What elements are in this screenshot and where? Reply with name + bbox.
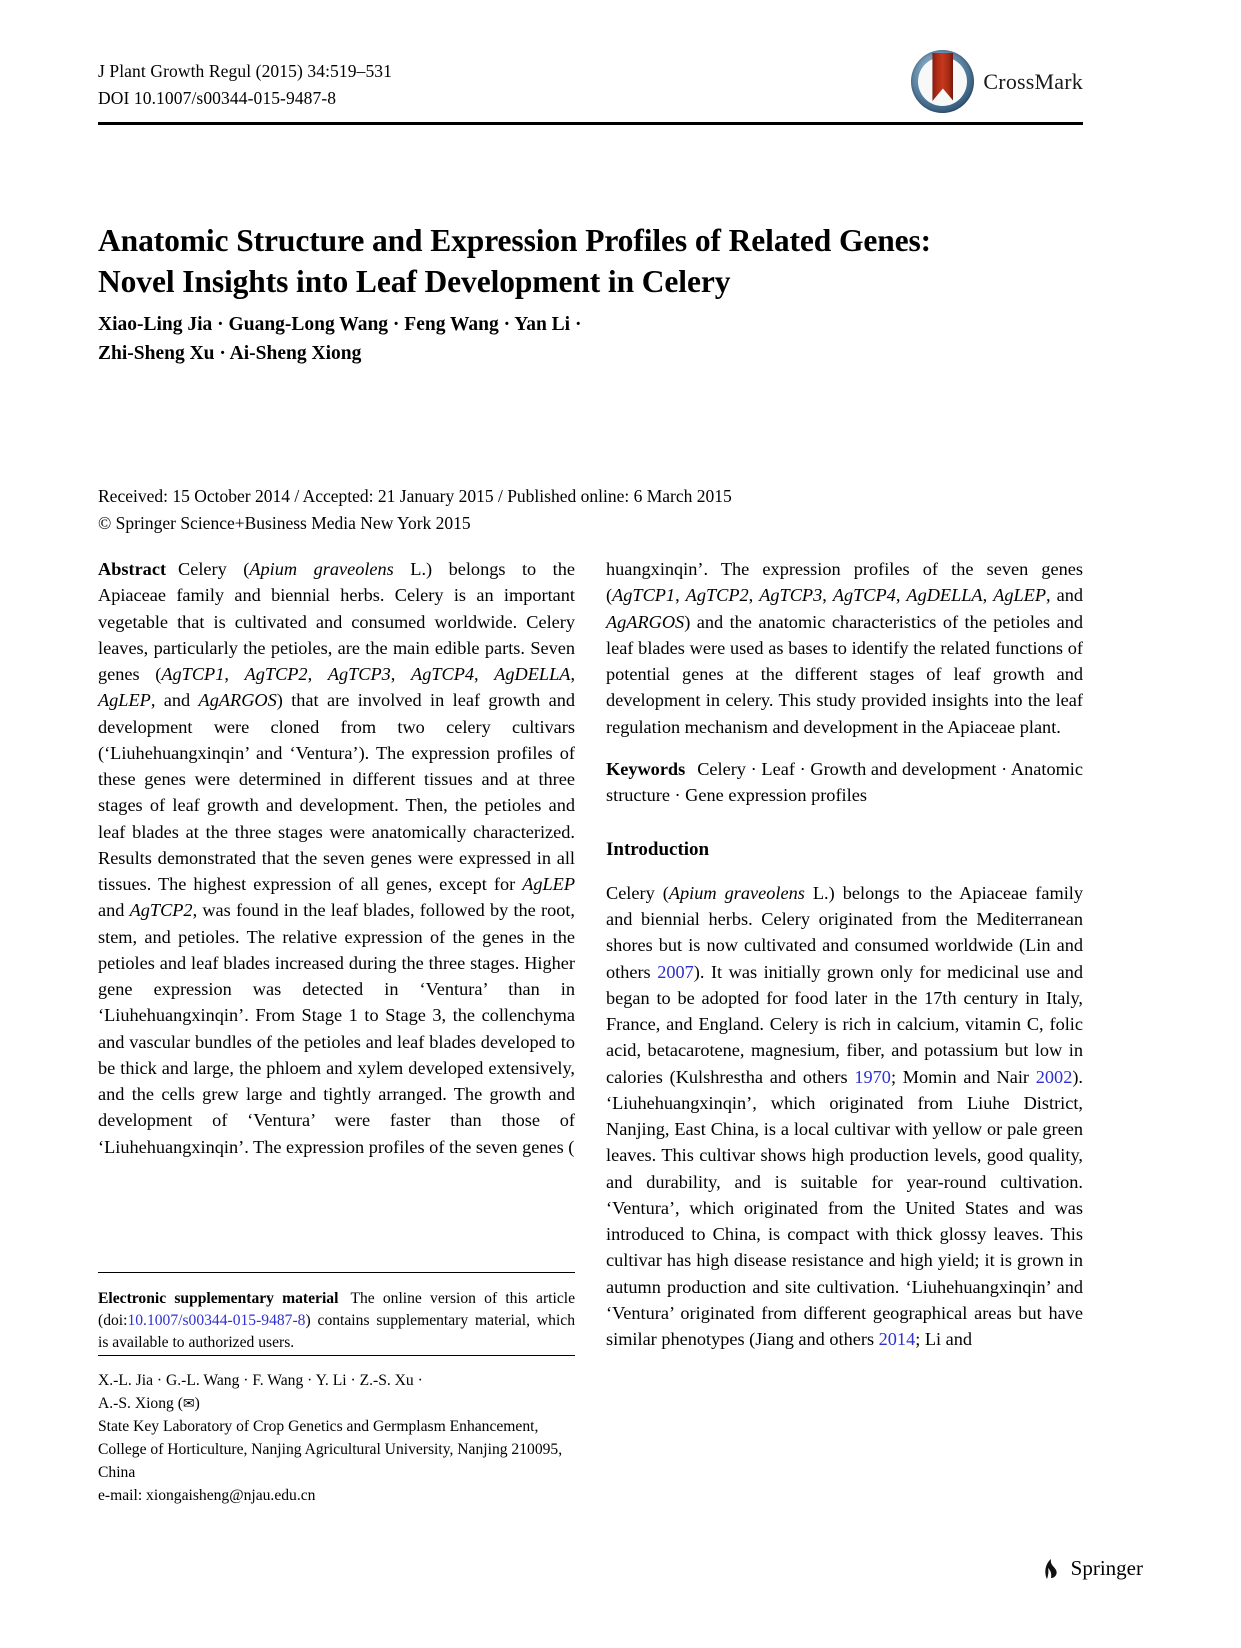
intro-seg-1: Celery ( bbox=[606, 882, 669, 903]
journal-citation-line: J Plant Growth Regul (2015) 34:519–531 bbox=[98, 61, 392, 81]
species-name-intro: Apium graveolens bbox=[668, 882, 805, 903]
gene-agdella: AgDELLA bbox=[494, 664, 571, 684]
abstract-text-f: huangxinqin’. The expression profiles of the seven genes ( bbox=[606, 559, 1083, 606]
gene-agargos: AgARGOS bbox=[198, 690, 277, 711]
received-accepted-line: Received: 15 October 2014 / Accepted: 21 January 2015 / Published online: 6 March 2015 bbox=[98, 486, 732, 506]
abstract-paragraph: Abstract Celery (Apium graveolens L.) belongs to the Apiaceae family and biennial herbs. Celery is an important vegetable that is cultivated and consumed worldwide. Celery leaves, particularly the petioles, are the main edible parts. Seven genes (AgTCP1, AgTCP2, AgTCP3, AgTCP4, AgDELLA, AgLEP, and AgARGOS) that are involved in leaf growth and development were cloned from two celery cultivars (‘Liuhehuangxinqin’ and ‘Ventura’). The expression profiles of these genes were determined in different tissues and at three stages of leaf growth and development. Then, the petioles and leaf blades at the three stages were anatomically characterized. Results demonstrated that the seven genes were expressed in all tissues. The highest expression of all genes, except for AgLEP and AgTCP2, was found in the leaf blades, followed by the root, stem, and petioles. The relative expression of the genes in the petioles and leaf blades increased during the three stages. Higher gene expression was detected in ‘Ventura’ than in ‘Liuhehuangxinqin’. From Stage 1 to Stage 3, the collenchyma and vascular bundles of the petioles and leaf blades developed to be thick and large, the phloem and xylem developed extensively, and the cells grew large and tightly arranged. The growth and development of ‘Ventura’ were faster than those of ‘Liuhehuangxinqin’. The expression profiles of the seven genes ( bbox=[98, 559, 576, 1157]
abstract-text-tail: ) and the anatomic characteristics of the petioles and leaf blades were used as bases to identify the related functions of potential genes at the different stages of leaf growth and development in celery. This study provided insights into the leaf regulation mechanism and development in the Apiaceae plant. bbox=[606, 611, 1083, 737]
keywords-label: Keywords bbox=[606, 758, 686, 779]
springer-footer-logo bbox=[1043, 1556, 1143, 1581]
gene-agtcp3: AgTCP3 bbox=[327, 664, 391, 684]
abstract-label: Abstract bbox=[98, 559, 167, 579]
intro-seg-5: ). ‘Liuhehuangxinqin’, which originated from Liuhe District, Nanjing, East China, is a local cultivar with yellow or pale green leaves. This cultivar shows high production levels, good quality, and durability, and is suitable for year-round cultivation. ‘Ventura’, which originated from the United States and was introduced to China, is compact with thick glossy leaves. This cultivar has high disease resistance and high yield; it is grown in autumn production and site cultivation. ‘Liuhehuangxinqin’ and ‘Ventura’ originated from different geographical areas but have similar phenotypes (Jiang and others bbox=[606, 1066, 1083, 1350]
corresponding-author: A.-S. Xiong ( bbox=[98, 1394, 183, 1412]
springer-label: Springer bbox=[1070, 1556, 1143, 1580]
abstract-continuation: huangxinqin’. The expression profiles of the seven genes (AgTCP1, AgTCP2, AgTCP3, AgTCP4, AgDELLA, AgLEP, and AgARGOS) and the anatomic characteristics of the petioles and leaf blades were used as bases to identify the related functions of potential genes at the different stages of leaf growth and development in celery. This study provided insights into the leaf regulation mechanism and development in the Apiaceae plant. bbox=[606, 559, 1083, 737]
footnote-divider bbox=[98, 1272, 575, 1273]
affiliation-email[interactable]: e-mail: xiongaisheng@njau.edu.cn bbox=[98, 1486, 316, 1504]
gene-agargos-r: AgARGOS bbox=[606, 611, 685, 632]
publication-dates bbox=[98, 483, 798, 536]
gene-aglep-r: AgLEP bbox=[993, 585, 1046, 606]
abstract-text-e: , was found in the leaf blades, followed by the root, stem, and petioles. The relative expression of the genes in the petioles and leaf blades increased during the three stages. Higher gene expression was detected in ‘Ventura’ than in ‘Liuhehuangxinqin’. From Stage 1 to Stage 3, the collenchyma and vascular bundles of the petioles and leaf blades developed to be thick and large, the phloem and xylem developed extensively, and the cells grew large and tightly arranged. The growth and development of ‘Ventura’ were faster than those of ‘Liuhehuangxinqin’. The expression profiles of the seven genes ( bbox=[98, 900, 575, 1157]
page-title: Anatomic Structure and Expression Profiles of Related Genes: Novel Insights into Leaf Development in Celery bbox=[98, 223, 932, 300]
corresponding-author-close: ) bbox=[194, 1394, 200, 1412]
gene-agtcp2-r: AgTCP2 bbox=[685, 585, 749, 606]
copyright-line: © Springer Science+Business Media New York 2015 bbox=[98, 512, 471, 533]
intro-seg-3: ). It was initially grown only for medicinal use and began to be adopted for food later in the 17th century in Italy, France, and England. Celery is rich in calcium, vitamin C, folic acid, betacarotene, magnesium, fiber, and potassium but low in calories (Kulshrestha and others bbox=[606, 961, 1083, 1087]
intro-seg-2: L.) belongs to the Apiaceae family and biennial herbs. Celery originated from the Mediterranean shores but is now cultivated and consumed worldwide (Lin and others bbox=[606, 882, 1084, 982]
abstract-text-c: ) that are involved in leaf growth and development were cloned from two celery cultivars (‘Liuhehuangxinqin’ and ‘Ventura’). The expression profiles of these genes were determined in different tissues and at three stages of leaf growth and development. Then, the petioles and leaf blades at the three stages were anatomically characterized. Results demonstrated that the seven genes were expressed in all tissues. The highest expression of all genes, except for bbox=[98, 690, 575, 894]
species-name: Apium graveolens bbox=[249, 559, 394, 579]
journal-reference bbox=[98, 58, 392, 112]
gene-agdella-r: AgDELLA bbox=[906, 585, 983, 606]
affiliation-authors-line2 bbox=[98, 1393, 575, 1416]
affiliation-divider bbox=[98, 1355, 575, 1356]
author-list: Xiao-Ling Jia · Guang-Long Wang · Feng Wang · Yan Li · Zhi-Sheng Xu · Ai-Sheng Xiong bbox=[98, 314, 582, 365]
gene-agtcp2: AgTCP2 bbox=[244, 664, 308, 684]
envelope-icon: ✉ bbox=[182, 1396, 195, 1412]
crossmark-icon bbox=[911, 50, 974, 113]
doi-line: DOI 10.1007/s00344-015-9487-8 bbox=[98, 88, 337, 109]
citation-link-2007[interactable]: 2007 bbox=[657, 961, 694, 982]
gene-agtcp2-2: AgTCP2 bbox=[129, 900, 193, 921]
column-right bbox=[606, 556, 1083, 1352]
citation-link-2014[interactable]: 2014 bbox=[878, 1329, 916, 1350]
gene-agtcp1: AgTCP1 bbox=[161, 664, 225, 684]
page-header bbox=[98, 58, 1083, 113]
citation-link-1970[interactable]: 1970 bbox=[854, 1066, 891, 1087]
column-left bbox=[98, 556, 575, 1176]
affiliation-authors-line1: X.-L. Jia · G.-L. Wang · F. Wang · Y. Li · Z.-S. Xu · bbox=[98, 1372, 423, 1389]
springer-logo-icon bbox=[1043, 1557, 1064, 1581]
introduction-paragraph bbox=[606, 880, 1083, 1353]
intro-seg-6: ; Li and bbox=[915, 1329, 973, 1350]
intro-seg-4: ; Momin and Nair bbox=[890, 1066, 1036, 1087]
doi-link[interactable]: 10.1007/s00344-015-9487-8 bbox=[127, 1312, 306, 1330]
section-heading-introduction: Introduction bbox=[606, 839, 710, 861]
abstract-text-b: L.) belongs to the Apiaceae family and biennial herbs. Celery is an important vegetable that is cultivated and consumed worldwide. Celery leaves, particularly the petioles, are the main edible parts. Seven genes ( bbox=[98, 559, 575, 684]
affiliation-address: State Key Laboratory of Crop Genetics and Germplasm Enhancement, College of Horticulture, Nanjing Agricultural University, Nanjing 210095, China bbox=[98, 1417, 563, 1481]
gene-agtcp3-r: AgTCP3 bbox=[759, 585, 823, 606]
electronic-supplementary-note bbox=[98, 1288, 575, 1354]
abstract-text-d: and bbox=[98, 900, 130, 921]
author-affiliation bbox=[98, 1370, 575, 1508]
crossmark-ribbon-icon bbox=[932, 53, 953, 101]
keywords-paragraph bbox=[606, 756, 1083, 809]
gene-agtcp4-r: AgTCP4 bbox=[832, 585, 896, 606]
abstract-text-a: Celery ( bbox=[178, 559, 250, 579]
keywords-text: Celery · Leaf · Growth and development · Anatomic structure · Gene expression profiles bbox=[606, 758, 1083, 805]
gene-aglep: AgLEP bbox=[98, 690, 151, 711]
gene-agtcp4: AgTCP4 bbox=[411, 664, 475, 684]
gene-agtcp1-r: AgTCP1 bbox=[612, 585, 676, 606]
citation-link-2002[interactable]: 2002 bbox=[1035, 1066, 1073, 1087]
gene-aglep-2: AgLEP bbox=[522, 874, 575, 894]
supplementary-after: ) contains supplementary material, which is available to authorized users. bbox=[98, 1312, 575, 1352]
supplementary-label: Electronic supplementary material bbox=[98, 1290, 339, 1307]
supplementary-before: The online version of this article (doi: bbox=[98, 1290, 576, 1330]
crossmark-label: CrossMark bbox=[983, 68, 1083, 94]
header-divider bbox=[98, 122, 1083, 125]
crossmark-badge[interactable] bbox=[911, 50, 1083, 113]
supplementary-text bbox=[98, 1288, 575, 1354]
